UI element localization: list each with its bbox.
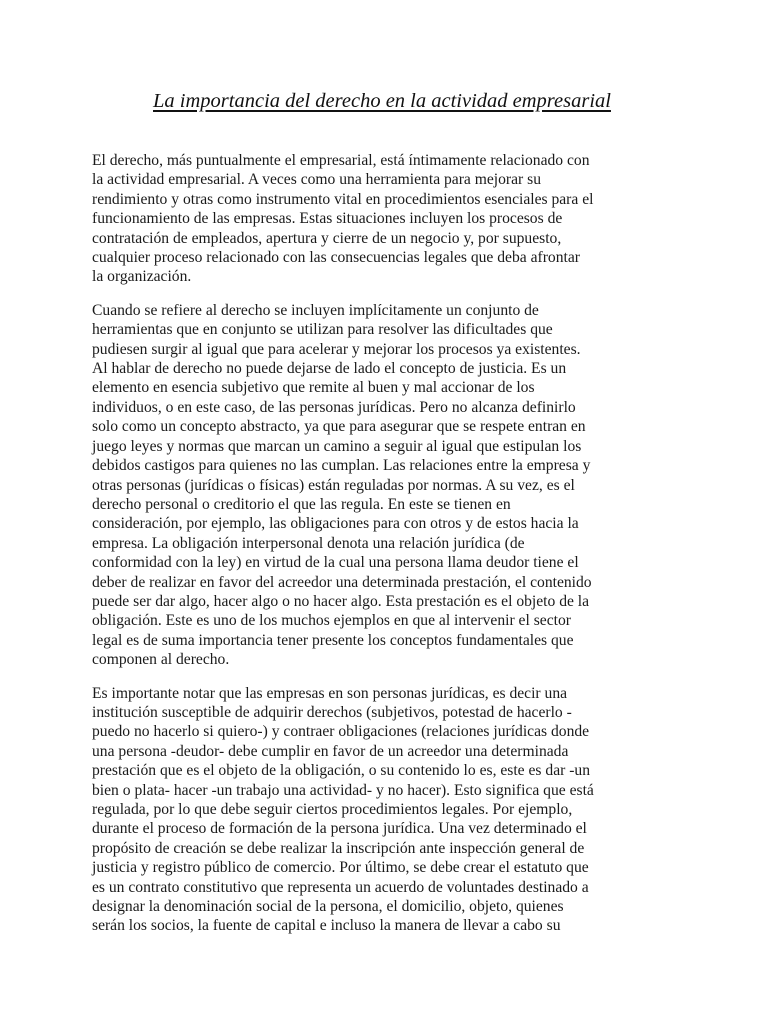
- paragraph-3: [92, 684, 678, 936]
- document-title: La importancia del derecho en la actividad empresarial: [153, 90, 611, 112]
- text-line: herramientas que en conjunto se utilizan para resolver las dificultades que: [92, 321, 553, 339]
- paragraph-2: [92, 301, 678, 670]
- text-line: la actividad empresarial. A veces como una herramienta para mejorar su: [92, 171, 541, 189]
- text-line: legal es de suma importancia tener presente los conceptos fundamentales que: [92, 631, 574, 649]
- text-line: consideración, por ejemplo, las obligaciones para con otros y de estos hacia la: [92, 515, 579, 533]
- text-line: obligación. Este es uno de los muchos ejemplos en que al intervenir el sector: [92, 612, 571, 630]
- text-line: conformidad con la ley) en virtud de la cual una persona llama deudor tiene el: [92, 554, 579, 572]
- text-line: designar la denominación social de la persona, el domicilio, objeto, quienes: [92, 898, 564, 916]
- text-line: debidos castigos para quienes no las cumplan. Las relaciones entre la empresa y: [92, 457, 591, 475]
- text-line: Es importante notar que las empresas en son personas jurídicas, es decir una: [92, 684, 568, 702]
- text-line: empresa. La obligación interpersonal denota una relación jurídica (de: [92, 534, 525, 552]
- text-line: deber de realizar en favor del acreedor una determinada prestación, el contenido: [92, 573, 592, 591]
- text-line: puede ser dar algo, hacer algo o no hacer algo. Esta prestación es el objeto de la: [92, 592, 590, 610]
- text-line: prestación que es el objeto de la obligación, o su contenido lo es, este es dar -un: [92, 762, 590, 780]
- text-line: es un contrato constitutivo que representa un acuerdo de voluntades destinado a: [92, 878, 589, 896]
- text-line: serán los socios, la fuente de capital e incluso la manera de llevar a cabo su: [92, 917, 561, 935]
- text-line: bien o plata- hacer -un trabajo una actividad- y no hacer). Esto significa que está: [92, 781, 594, 799]
- text-line: individuos, o en este caso, de las personas jurídicas. Pero no alcanza definirlo: [92, 398, 576, 416]
- text-line: una persona -deudor- debe cumplir en favor de un acreedor una determinada: [92, 742, 569, 760]
- text-line: componen al derecho.: [92, 651, 230, 669]
- text-line: institución susceptible de adquirir derechos (subjetivos, potestad de hacerlo -: [92, 703, 572, 721]
- text-line: puedo no hacerlo si quiero-) y contraer obligaciones (relaciones jurídicas donde: [92, 723, 590, 741]
- text-line: Cuando se refiere al derecho se incluyen implícitamente un conjunto de: [92, 301, 539, 319]
- text-line: derecho personal o creditorio el que las regula. En este se tienen en: [92, 495, 511, 513]
- text-line: pudiesen surgir al igual que para acelerar y mejorar los procesos ya existentes.: [92, 340, 581, 358]
- text-line: durante el proceso de formación de la persona jurídica. Una vez determinado el: [92, 820, 587, 838]
- text-line: rendimiento y otras como instrumento vital en procedimientos esenciales para el: [92, 190, 594, 208]
- paragraph-1: [92, 151, 678, 287]
- text-line: juego leyes y normas que marcan un camino a seguir al igual que estipulan los: [92, 437, 582, 455]
- text-line: otras personas (jurídicas o físicas) están reguladas por normas. A su vez, es el: [92, 476, 575, 494]
- text-line: contratación de empleados, apertura y cierre de un negocio y, por supuesto,: [92, 229, 562, 247]
- text-line: elemento en esencia subjetivo que remite al buen y mal accionar de los: [92, 379, 535, 397]
- text-line: El derecho, más puntualmente el empresarial, está íntimamente relacionado con: [92, 152, 590, 169]
- text-line: propósito de creación se debe realizar la inscripción ante inspección general de: [92, 839, 585, 857]
- text-line: funcionamiento de las empresas. Estas situaciones incluyen los procesos de: [92, 210, 563, 228]
- document-body: [92, 151, 678, 950]
- text-line: cualquier proceso relacionado con las consecuencias legales que deba afrontar: [92, 249, 580, 267]
- text-line: justicia y registro público de comercio. Por último, se debe crear el estatuto que: [92, 859, 589, 877]
- text-line: la organización.: [92, 268, 192, 286]
- text-line: Al hablar de derecho no puede dejarse de lado el concepto de justicia. Es un: [92, 360, 567, 378]
- text-line: solo como un concepto abstracto, ya que para asegurar que se respete entran en: [92, 418, 586, 436]
- text-line: regulada, por lo que debe seguir ciertos procedimientos legales. Por ejemplo,: [92, 801, 573, 818]
